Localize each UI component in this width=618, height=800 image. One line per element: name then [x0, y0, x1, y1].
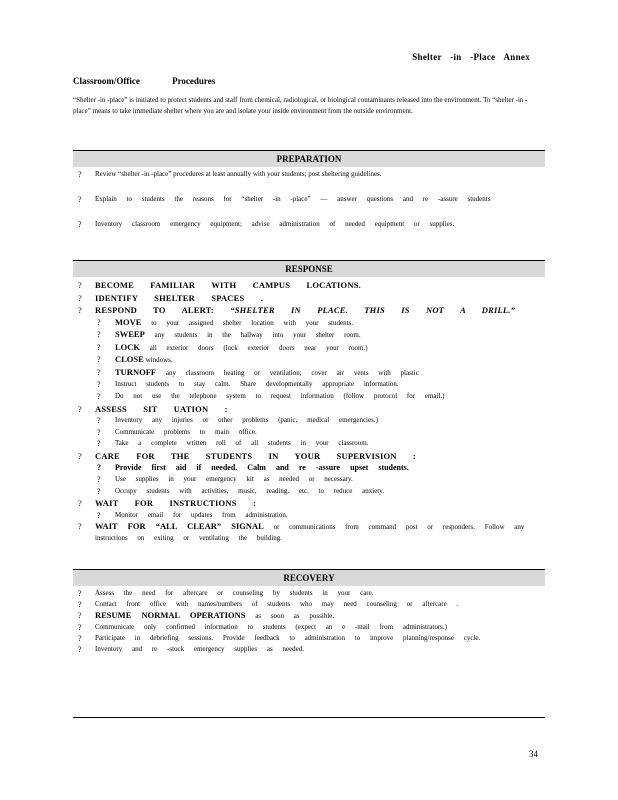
bullet-glyph: ? [78, 522, 82, 532]
sub-item [73, 510, 545, 522]
list-item [73, 610, 545, 622]
bullet-glyph: ? [97, 416, 101, 426]
bullet-glyph: ? [78, 220, 82, 229]
sub-item [73, 317, 545, 330]
bullet-glyph: ? [78, 600, 82, 609]
bullet-glyph: ? [78, 305, 82, 315]
item-text: ASSESS SIT UATION : [95, 403, 228, 414]
bullet-glyph: ? [78, 645, 82, 654]
item-text: Review “shelter -in -place” procedures at least annually with your students; post sheltering guidelines. [95, 170, 382, 178]
action-keyword: LOCK [115, 341, 141, 352]
list-item [73, 450, 545, 463]
bullet-glyph: ? [97, 463, 101, 473]
bullet-glyph: ? [78, 498, 82, 509]
item-text: Monitor email for updates from administration. [115, 510, 288, 519]
item-text: Inventory classroom emergency equipment; advise administration of needed equipment or supplies. [95, 220, 455, 228]
item-text: RESUME NORMAL OPERATIONS [95, 610, 246, 620]
item-text: Use supplies in your emergency kit as needed or necessary. [115, 475, 353, 484]
preparation-section [73, 150, 545, 244]
bottom-rule [73, 717, 545, 718]
bullet-glyph: ? [97, 392, 101, 402]
item-text: Do not use the telephone system to request information (follow protocol for email.) [115, 392, 445, 401]
list-item [73, 304, 545, 317]
sub-item [73, 354, 545, 367]
bullet-glyph: ? [78, 611, 82, 620]
bullet-glyph: ? [78, 589, 82, 598]
annex-title: Shelter -in -Place Annex [412, 52, 530, 62]
item-text: BECOME FAMILIAR WITH CAMPUS LOCATIONS. [95, 280, 361, 290]
procedures-title: Classroom/Office Procedures [73, 76, 216, 86]
action-keyword: TURNOFF [115, 366, 157, 377]
item-text: WAIT FOR “ALL CLEAR” SIGNAL [95, 521, 264, 532]
item-text: all exterior doors (lock exterior doors near your room.) [149, 343, 368, 352]
item-text: Assess the need for aftercare or counseling by students in your care. [95, 589, 374, 597]
item-text: Participate in debriefing sessions. Provide feedback to administration to improve planning/response cycle. [95, 634, 481, 642]
action-keyword: MOVE [115, 316, 142, 327]
bullet-glyph: ? [97, 427, 101, 437]
bullet-glyph: ? [97, 367, 101, 377]
sub-item [73, 438, 545, 450]
item-text: to your assigned shelter location with your students. [151, 318, 354, 327]
alert-message: “SHELTER IN PLACE. THIS IS NOT A DRILL.” [230, 305, 516, 315]
sub-item [73, 427, 545, 439]
item-tail: or communications from command post or responders. Follow any instructions on exiting or ventilating the building. [95, 523, 525, 543]
bullet-glyph: ? [97, 486, 101, 496]
bullet-glyph: ? [78, 403, 82, 414]
bullet-glyph: ? [97, 355, 101, 365]
list-item [73, 644, 545, 655]
list-item [73, 194, 545, 219]
bullet-glyph: ? [78, 634, 82, 643]
bullet-glyph: ? [97, 330, 101, 340]
item-text: Inventory and re -stock emergency supplies as needed. [95, 645, 305, 653]
bullet-glyph: ? [78, 280, 82, 290]
item-text: windows. [145, 356, 173, 365]
item-tail: as soon as possible. [255, 612, 335, 620]
bullet-glyph: ? [97, 380, 101, 390]
list-item [73, 588, 545, 599]
bullet-glyph: ? [97, 475, 101, 485]
sub-item [73, 329, 545, 342]
item-text: Communicate problems to main office. [115, 427, 257, 436]
item-text: Explain to students the reasons for “shelter -in -place” — answer questions and re -assure students [95, 195, 491, 203]
bullet-glyph: ? [78, 170, 82, 179]
sub-item [73, 462, 545, 474]
list-item [73, 403, 545, 416]
bullet-glyph: ? [97, 510, 101, 520]
list-item [73, 633, 545, 644]
sub-item [73, 474, 545, 486]
item-text: CARE FOR THE STUDENTS IN YOUR SUPERVISION : [95, 450, 416, 461]
sub-item [73, 367, 545, 380]
action-keyword: SWEEP [115, 329, 145, 340]
item-text: IDENTIFY SHELTER SPACES . [95, 292, 264, 303]
response-section [73, 260, 545, 544]
list-item [73, 279, 545, 292]
intro-paragraph: “Shelter -in -place” is initiated to protect students and staff from chemical, radiological, or biological contaminants released into the environment. To “shelter -in -place” means to take immediate shelter where you are and isolate your inside environment from the outside environment. [73, 96, 528, 115]
item-text: Occupy students with activities, music, reading, etc. to reduce anxiety. [115, 486, 385, 495]
list-item [73, 497, 545, 510]
sub-item [73, 379, 545, 391]
bullet-glyph: ? [97, 317, 101, 327]
item-text: WAIT FOR INSTRUCTIONS : [95, 498, 256, 509]
list-item [73, 219, 545, 244]
bullet-glyph: ? [97, 439, 101, 449]
item-text: any classroom heating or ventilation; cover air vents with plastic [165, 368, 419, 377]
bullet-glyph: ? [97, 342, 101, 352]
recovery-section [73, 569, 545, 655]
list-item [73, 599, 545, 610]
item-text: Provide first aid if needed. Calm and re -assure upset students. [115, 463, 409, 473]
bullet-glyph: ? [78, 450, 82, 461]
action-keyword: CLOSE [115, 354, 144, 365]
item-text: Instruct students to stay calm. Share developmentally appropriate information. [115, 380, 399, 389]
item-text: RESPOND TO ALERT: [95, 305, 214, 315]
recovery-heading: RECOVERY [73, 569, 545, 586]
list-item [73, 169, 545, 194]
preparation-heading: PREPARATION [73, 150, 545, 167]
sub-item [73, 391, 545, 403]
page-number: 34 [529, 749, 538, 759]
item-text: Communicate only confirmed information to students (expect an e -mail from administrators.) [95, 623, 447, 631]
sub-item [73, 342, 545, 355]
list-item [73, 521, 545, 544]
item-text: Inventory any injuries or other problems (panic, medical emergencies.) [115, 416, 378, 425]
bullet-glyph: ? [78, 623, 82, 632]
item-text: Take a complete written roll of all students in your classroom. [115, 439, 369, 448]
item-text: Contact front office with names/numbers of students who may need counseling or aftercare . [95, 600, 459, 608]
bullet-glyph: ? [78, 195, 82, 204]
sub-item [73, 415, 545, 427]
bullet-glyph: ? [78, 292, 82, 303]
list-item [73, 292, 545, 305]
response-heading: RESPONSE [73, 260, 545, 277]
item-text: any students in the hallway into your shelter room. [154, 331, 361, 340]
list-item [73, 622, 545, 633]
sub-item [73, 486, 545, 498]
